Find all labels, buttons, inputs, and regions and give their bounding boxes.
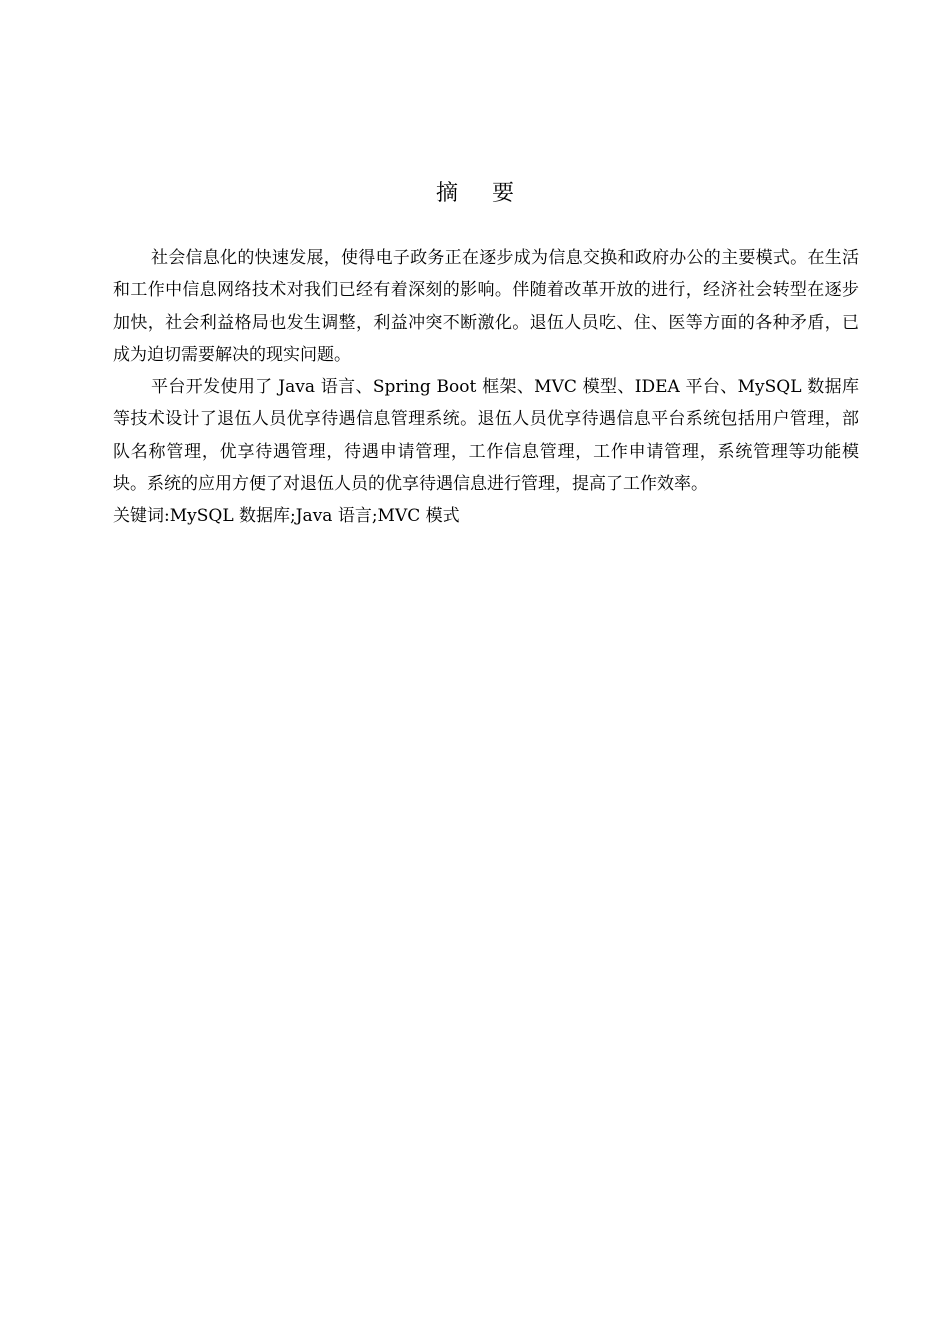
keywords-line	[113, 500, 859, 532]
abstract-body	[113, 242, 859, 533]
keywords-text: :MySQL 数据库;Java 语言;MVC 模式	[164, 506, 460, 527]
abstract-title-part2: 要	[492, 181, 515, 206]
abstract-paragraph-1: 社会信息化的快速发展，使得电子政务正在逐步成为信息交换和政府办公的主要模式。在生活和工作中信息网络技术对我们已经有着深刻的影响。伴随着改革开放的进行，经济社会转型在逐步加快，社会利益格局也发生调整，利益冲突不断激化。退伍人员吃、住、医等方面的各种矛盾，已成为迫切需要解决的现实问题。	[113, 248, 859, 365]
abstract-paragraph-2: 平台开发使用了 Java 语言、Spring Boot 框架、MVC 模型、IDEA 平台、MySQL 数据库等技术设计了退伍人员优享待遇信息管理系统。退伍人员优享待遇信息平台系统包括用户管理，部队名称管理，优享待遇管理，待遇申请管理，工作信息管理，工作申请管理，系统管理等功能模块。系统的应用方便了对退伍人员的优享待遇信息进行管理，提高了工作效率。	[113, 377, 859, 495]
keywords-label: 关键词	[113, 506, 164, 527]
abstract-title-part1: 摘	[435, 181, 458, 206]
abstract-title	[0, 176, 950, 212]
